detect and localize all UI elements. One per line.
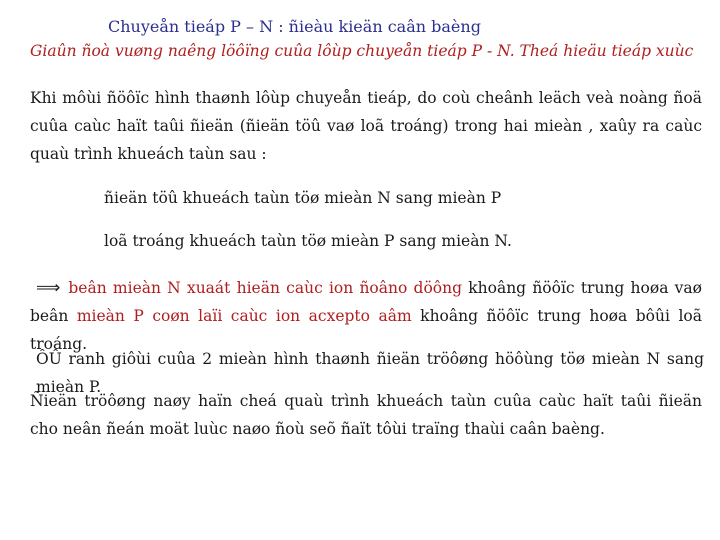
donor-ion-text: beân mieàn N xuaát hieän caùc ion ñoâno döông (68, 279, 463, 297)
acceptor-ion-text: mieàn P coøn laïi caùc ion acxepto aâm (76, 307, 412, 325)
diffusion-holes-line: loã troáng khueách taùn töø mieàn P sang mieàn N. (104, 232, 512, 250)
diffusion-electrons-line: ñieän töû khueách taùn töø mieàn N sang mieàn P (104, 189, 502, 207)
intro-paragraph: Khi môùi ñöôïc hình thaønh lôùp chuyeån tieáp, do coù cheânh leäch veà noàng ñoä cuûa caùc haït taûi ñieän (ñieän töû vaø loã troáng) trong hai mieàn , xaûy ra caùc quaù trình khueách taùn sau : (30, 89, 702, 163)
field-paragraph: ÔÛ ranh giôùi cuûa 2 mieàn hình thaønh ñieän tröôøng höôùng töø mieàn N sang mieàn P. (36, 350, 704, 396)
implies-arrow-icon: ⟹ (36, 278, 61, 298)
slide-title: Chuyeån tieáp P – N : ñieàu kieän caân baèng (108, 17, 481, 36)
ion-text-1: khoâng ñöôïc trung hoøa vaø beân (30, 279, 702, 325)
equilibrium-paragraph: Ñieän tröôøng naøy haïn cheá quaù trình khueách taùn cuûa caùc haït taûi ñieän cho neân ñeán moät luùc naøo ñoù seõ ñaït tôùi traïng thaùi caân baèng. (30, 392, 702, 438)
slide-subtitle: Giaûn ñoà vuøng naêng löôïng cuûa lôùp chuyeån tieáp P - N. Theá hieäu tieáp xuùc (30, 42, 694, 60)
ion-text-2: khoâng ñöôïc trung hoøa bôûi loã troáng. (30, 307, 702, 353)
